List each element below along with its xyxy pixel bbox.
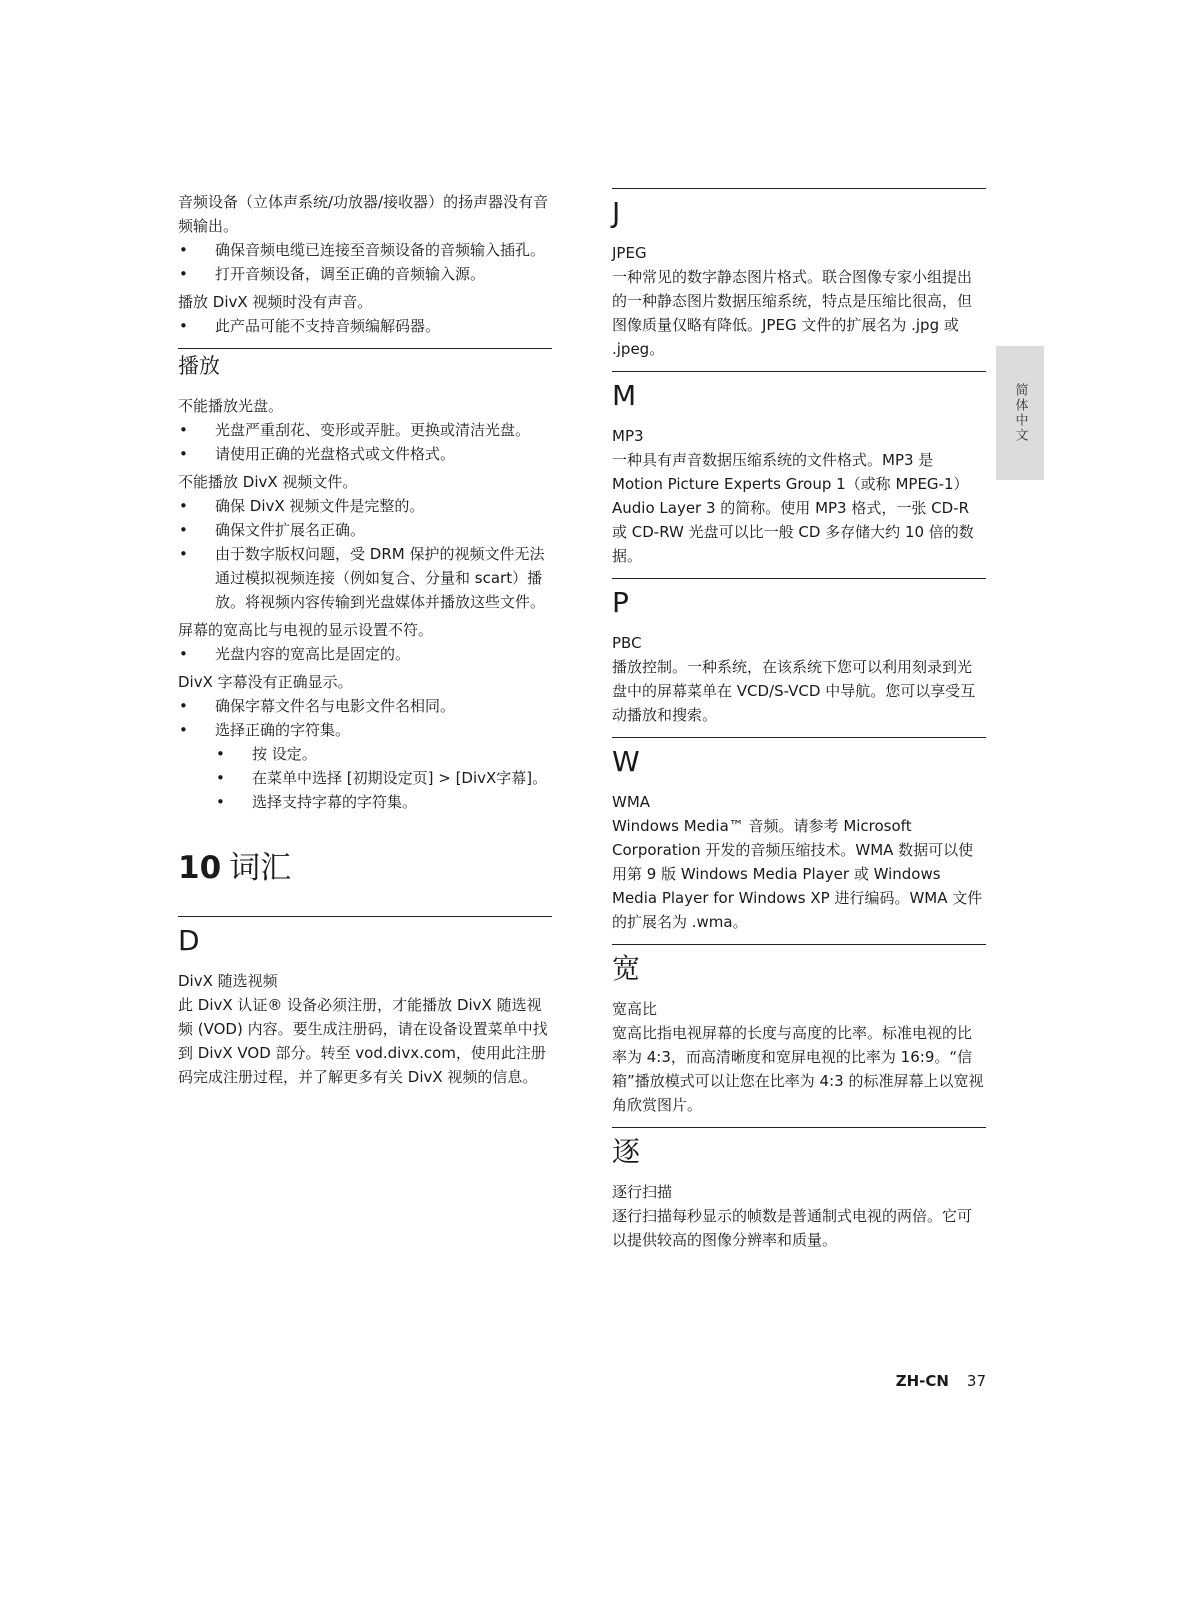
glossary-definition: 此 DivX 认证® 设备必须注册，才能播放 DivX 随选视频 (VOD) 内容。要生成注册码，请在设备设置菜单中找到 DivX VOD 部分。转至 vod.divx.com，使用此注册码完成注册过程，并了解更多有关 DivX 视频的信息。: [178, 996, 548, 1086]
list-item: • 选择正确的字符集。: [178, 718, 552, 742]
glossary-term: MP3: [612, 427, 644, 445]
glossary-definition: 一种常见的数字静态图片格式。联合图像专家小组提出的一种静态图片数据压缩系统，特点是压缩比很高，但图像质量仅略有降低。JPEG 文件的扩展名为 .jpg 或 .jpeg。: [612, 268, 973, 358]
glossary-term: DivX 随选视频: [178, 972, 278, 990]
list-item: • 确保 DivX 视频文件是完整的。: [178, 494, 552, 518]
glossary-entry-d: [178, 916, 552, 1099]
glossary-term: JPEG: [612, 244, 647, 262]
chapter-number: 10: [178, 850, 222, 886]
right-column: [612, 188, 986, 1262]
divx-file-bullets: [178, 494, 552, 614]
glossary-letter: J: [612, 196, 621, 229]
glossary-term: 逐行扫描: [612, 1183, 673, 1201]
divx-file-title: 不能播放 DivX 视频文件。: [178, 473, 358, 491]
list-item: • 确保字幕文件名与电影文件名相同。: [178, 694, 552, 718]
glossary-term: WMA: [612, 793, 651, 811]
list-item: • 按 设定。: [178, 742, 552, 766]
glossary-entry-m: [612, 371, 986, 578]
aspect-bullets: [178, 642, 552, 666]
glossary-entry-j: [612, 188, 986, 371]
aspect-issue-title: 屏幕的宽高比与电视的显示设置不符。: [178, 621, 434, 639]
glossary-definition: 逐行扫描每秒显示的帧数是普通制式电视的两倍。它可以提供较高的图像分辨率和质量。: [612, 1207, 973, 1249]
list-item: • 由于数字版权问题，受 DRM 保护的视频文件无法通过模拟视频连接（例如复合、分量和 scart）播放。将视频内容传输到光盘媒体并播放这些文件。: [178, 542, 552, 614]
glossary-term: 宽高比: [612, 1000, 658, 1018]
audio-issue-title: 音频设备（立体声系统/功放器/接收器）的扬声器没有音频输出。: [178, 193, 549, 235]
subtitle-sub-bullets: [178, 742, 552, 814]
glossary-letter: P: [612, 586, 629, 619]
audio-bullets: [178, 238, 552, 286]
page-footer: [896, 1370, 986, 1392]
page-number: 37: [966, 1372, 986, 1390]
chapter-title: [178, 848, 552, 888]
glossary-letter: 逐: [612, 1135, 641, 1168]
glossary-definition: Windows Media™ 音频。请参考 Microsoft Corporation 开发的音频压缩技术。WMA 数据可以使用第 9 版 Windows Media Player 或 Windows Media Player for Windows XP 进行编码。WMA 文件的扩展名为 .wma。: [612, 817, 983, 931]
subtitle-issue-title: DivX 字幕没有正确显示。: [178, 673, 353, 691]
list-item: • 光盘内容的宽高比是固定的。: [178, 642, 552, 666]
section-heading-play: 播放: [178, 348, 552, 380]
disc-bullets: [178, 418, 552, 466]
glossary-definition: 宽高比指电视屏幕的长度与高度的比率。标准电视的比率为 4:3，而高清晰度和宽屏电视的比率为 16:9。“信箱”播放模式可以让您在比率为 4:3 的标准屏幕上以宽视角欣赏图片。: [612, 1024, 984, 1114]
list-item: • 光盘严重刮花、变形或弄脏。更换或清洁光盘。: [178, 418, 552, 442]
list-item: • 此产品可能不支持音频编解码器。: [178, 314, 552, 338]
glossary-entry-kuan: [612, 944, 986, 1127]
glossary-letter: D: [178, 924, 200, 957]
divx-sound-bullets: [178, 314, 552, 338]
glossary-term: PBC: [612, 634, 642, 652]
language-code: ZH-CN: [895, 1372, 949, 1390]
chapter-name: 词汇: [229, 850, 292, 886]
list-item: • 确保文件扩展名正确。: [178, 518, 552, 542]
glossary-letter: 宽: [612, 952, 641, 985]
glossary-entry-p: [612, 578, 986, 737]
disc-issue-title: 不能播放光盘。: [178, 397, 284, 415]
divx-sound-title: 播放 DivX 视频时没有声音。: [178, 293, 373, 311]
glossary-definition: 一种具有声音数据压缩系统的文件格式。MP3 是 Motion Picture Experts Group 1（或称 MPEG-1）Audio Layer 3 的简称。使用 MP3 格式，一张 CD-R 或 CD-RW 光盘可以比一般 CD 多存储大约 10 倍的数据。: [612, 451, 974, 565]
language-tab: [996, 346, 1044, 480]
list-item: • 打开音频设备，调至正确的音频输入源。: [178, 262, 552, 286]
list-item: • 请使用正确的光盘格式或文件格式。: [178, 442, 552, 466]
glossary-definition: 播放控制。一种系统，在该系统下您可以利用刻录到光盘中的屏幕菜单在 VCD/S-VCD 中导航。您可以享受互动播放和搜索。: [612, 658, 976, 724]
glossary-letter: M: [612, 379, 637, 412]
list-item: • 确保音频电缆已连接至音频设备的音频输入插孔。: [178, 238, 552, 262]
glossary-letter: W: [612, 745, 640, 778]
list-item: • 在菜单中选择 [初期设定页] > [DivX字幕]。: [178, 766, 552, 790]
glossary-entry-zhu: [612, 1127, 986, 1262]
list-item: • 选择支持字幕的字符集。: [178, 790, 552, 814]
language-tab-label: 简体中文: [1012, 383, 1028, 443]
glossary-entry-w: [612, 737, 986, 944]
subtitle-bullets: [178, 694, 552, 742]
left-column: [178, 190, 552, 1099]
